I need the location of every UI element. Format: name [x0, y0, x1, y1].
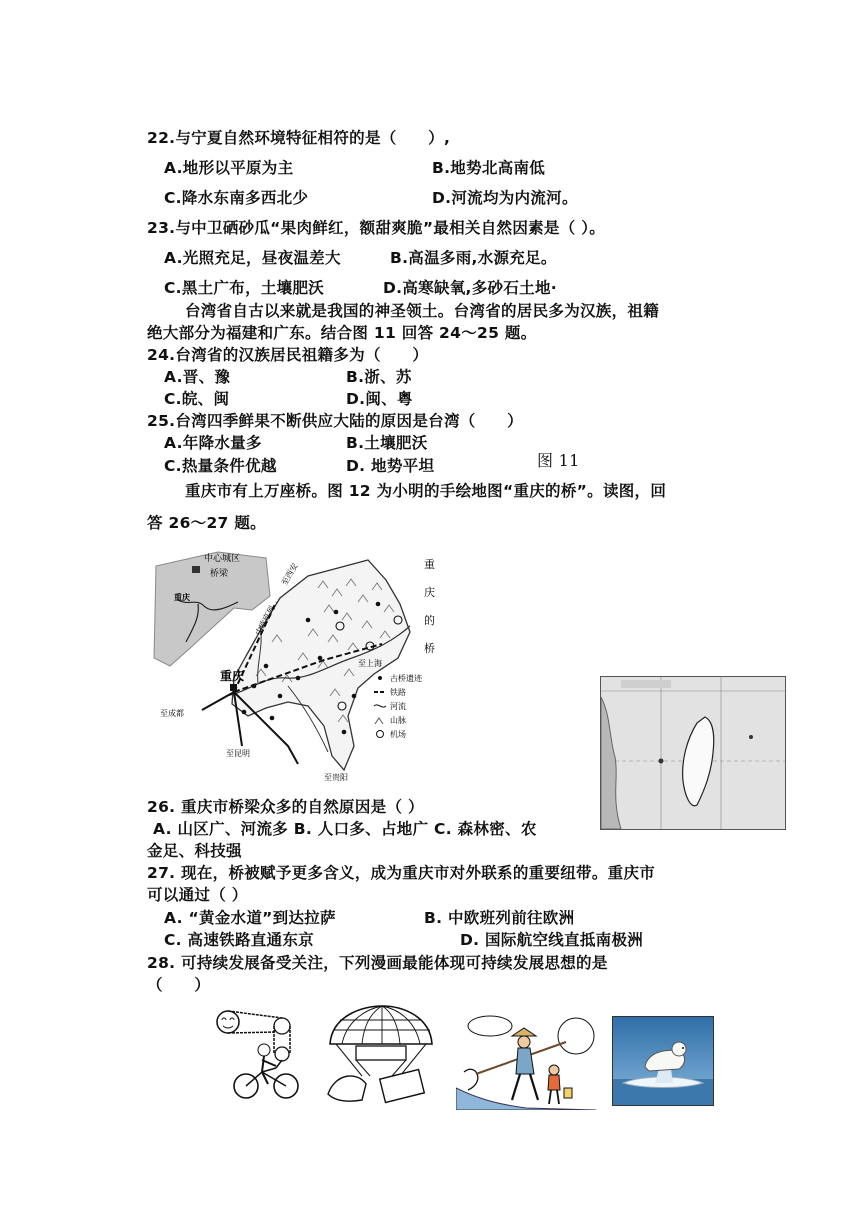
pulley-top [274, 1018, 290, 1034]
q28-stem-line2: （ ） [147, 976, 211, 994]
legend-mountain: 山脉 [390, 716, 406, 725]
passage-chongqing-line2: 答 26～27 题。 [147, 514, 266, 532]
q25-option-c: C.热量条件优越 [164, 457, 277, 475]
cartoon-polar-bear [612, 1016, 714, 1106]
q22-option-d: D.河流均为内流河。 [432, 189, 578, 207]
q26-stem: 26. 重庆市桥梁众多的自然原因是（ ） [147, 798, 424, 816]
q26-options: A. 山区广、河流多 B. 人口多、占地广 C. 森林密、农 [153, 820, 537, 838]
fisherman-body [516, 1048, 534, 1074]
legend-railway: 铁路 [390, 688, 406, 697]
figure-11-caption: 图 11 [537, 451, 580, 470]
child-head [549, 1065, 559, 1075]
q22-option-c: C.降水东南多西北少 [164, 189, 309, 207]
q24-option-b: B.浙、苏 [346, 368, 412, 386]
map-label-box [621, 680, 671, 688]
sun-icon [217, 1011, 239, 1033]
cargo-box [380, 1070, 425, 1103]
inset-city-label: 重庆 [174, 593, 190, 602]
passage-chongqing-line1: 重庆市有上万座桥。图 12 为小明的手绘地图“重庆的桥”。读图，回 [185, 482, 667, 500]
q23-option-c: C.黑土广布，土壤肥沃 [164, 279, 325, 297]
legend-river: 河流 [390, 702, 406, 711]
q26-options-continued: 金足、科技强 [147, 842, 242, 860]
q24-option-d: D.闽、粤 [346, 390, 413, 408]
map-title-char-2: 庆 [424, 586, 435, 599]
speech-bubble-child [558, 1018, 594, 1054]
map-title-char-3: 的 [424, 614, 435, 627]
cartoon-parachute [322, 1002, 440, 1104]
pulley-middle [275, 1047, 289, 1061]
q24-option-c: C.皖、闽 [164, 390, 230, 408]
legend-ancient-bridge: 古桥遗迹 [390, 674, 422, 683]
speech-bubble-adult [468, 1016, 512, 1036]
map-legend [374, 673, 423, 739]
cyclist-head [258, 1044, 270, 1056]
q25-option-d: D. 地势平坦 [346, 457, 435, 475]
taiwan-map-image [600, 676, 786, 830]
route-chengdu: 至成都 [160, 709, 184, 718]
q22-stem: 22.与宁夏自然环境特征相符的是（ ）, [147, 129, 451, 147]
city-label: 重庆 [220, 669, 245, 683]
inset-title: 中心城区 [204, 554, 241, 564]
q27-option-a: A. “黄金水道”到达拉萨 [164, 909, 336, 927]
map-title-char-4: 桥 [424, 642, 435, 655]
water-area [456, 1088, 596, 1110]
q23-option-d: D.高寒缺氧,多砂石土地· [383, 279, 557, 297]
fishing-net [464, 1069, 478, 1090]
fisherman-head [518, 1036, 530, 1048]
passage-taiwan-line1: 台湾省自古以来就是我国的神圣领土。台湾省的居民多为汉族，祖籍 [185, 302, 660, 320]
cartoon-solar-bicycle [206, 1002, 310, 1104]
route-china-europe: 中欧班列 [253, 604, 277, 637]
q28-stem-line1: 28. 可持续发展备受关注，下列漫画最能体现可持续发展思想的是 [147, 954, 608, 972]
chongqing-bridges-map [148, 546, 448, 786]
route-xian: 至西安 [279, 561, 300, 587]
q27-option-b: B. 中欧班列前往欧洲 [424, 909, 575, 927]
q25-stem: 25.台湾四季鲜果不断供应大陆的原因是台湾（ ） [147, 412, 523, 430]
straw-hat [512, 1028, 536, 1036]
q23-option-b: B.高温多雨,水源充足。 [390, 249, 557, 267]
q25-option-b: B.土壤肥沃 [346, 434, 428, 452]
passage-taiwan-line2: 绝大部分为福建和广东。结合图 11 回答 24～25 题。 [147, 324, 537, 342]
inset-subtitle: 桥梁 [210, 569, 229, 579]
polar-bear-head [672, 1042, 686, 1056]
cartoon-fishing [456, 1012, 596, 1110]
child-body [548, 1075, 560, 1090]
child-bucket [564, 1088, 572, 1098]
chongqing-city-marker [230, 684, 237, 691]
q24-stem: 24.台湾省的汉族居民祖籍多为（ ） [147, 346, 429, 364]
q22-option-b: B.地势北高南低 [432, 159, 546, 177]
q27-stem-line2: 可以通过（ ） [147, 886, 248, 904]
diaoyu-islands [749, 735, 753, 739]
q23-stem: 23.与中卫硒砂瓜“果肉鲜红，额甜爽脆”最相关自然因素是（ ）。 [147, 219, 606, 237]
q25-option-a: A.年降水量多 [164, 434, 262, 452]
parachute-canopy [330, 1006, 432, 1044]
route-kunming: 至昆明 [226, 749, 250, 758]
parachute-banner [356, 1046, 406, 1060]
route-guiyang: 至贵阳 [324, 773, 348, 782]
q27-stem-line1: 27. 现在，桥被赋予更多含义，成为重庆市对外联系的重要纽带。重庆市 [147, 864, 656, 882]
legend-airport: 机场 [390, 730, 406, 739]
q23-option-a: A.光照充足，昼夜温差大 [164, 249, 341, 267]
map-title-char-1: 重 [424, 558, 435, 571]
q27-option-c: C. 高速铁路直通东京 [164, 931, 314, 949]
q27-option-d: D. 国际航空线直抵南极洲 [460, 931, 644, 949]
q22-option-a: A.地形以平原为主 [164, 159, 294, 177]
earth-shape [328, 1076, 366, 1101]
route-shanghai: 至上海 [358, 659, 382, 668]
penghu-islands [659, 759, 664, 764]
q24-option-a: A.晋、豫 [164, 368, 231, 386]
